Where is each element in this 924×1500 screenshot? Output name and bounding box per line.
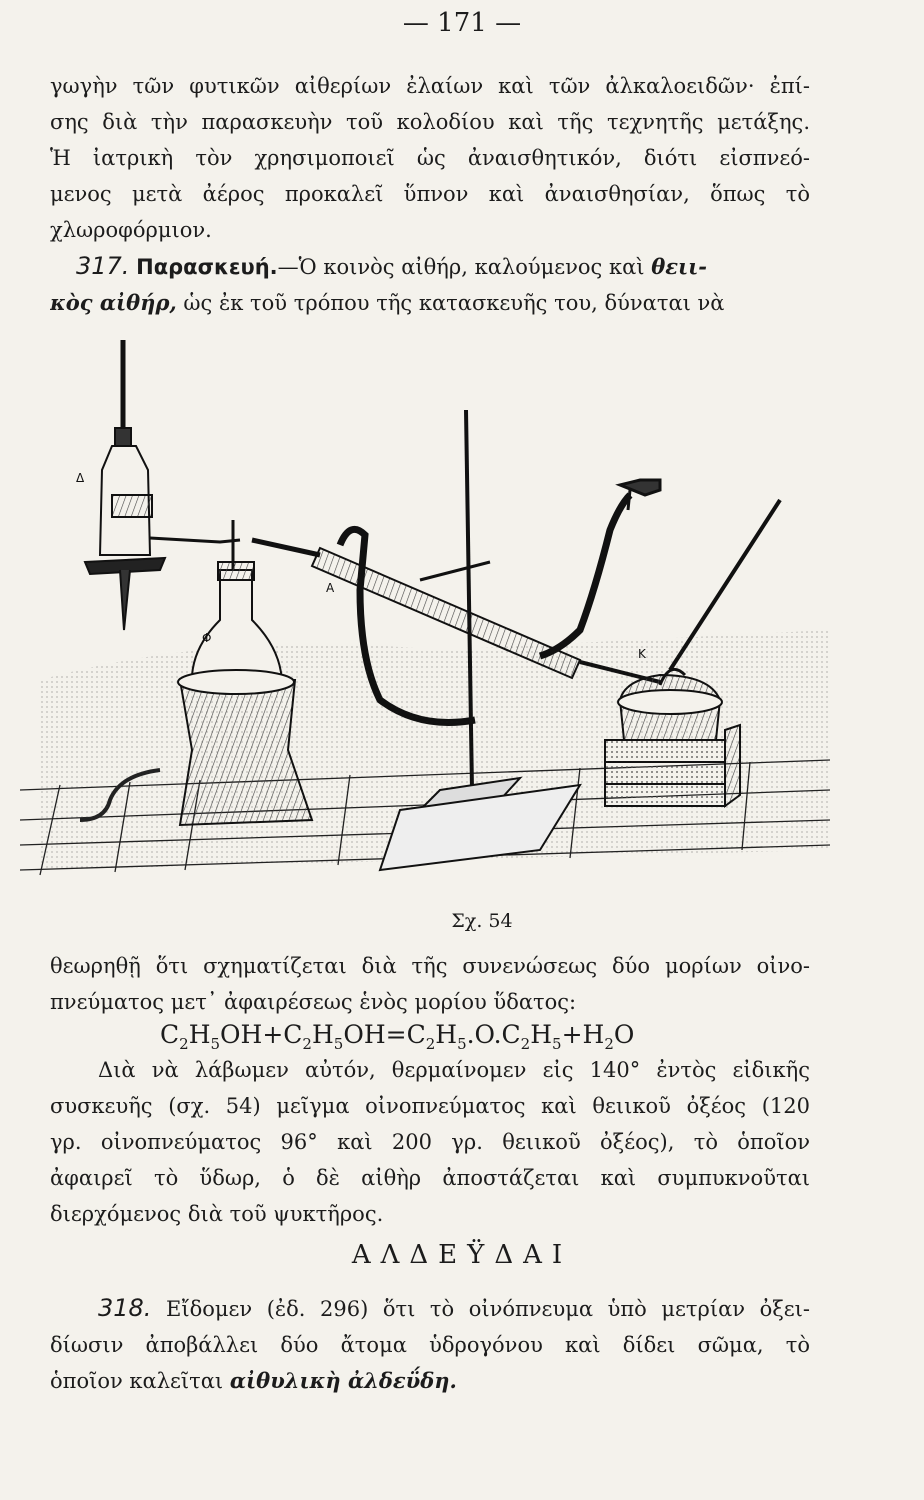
- section-318: [50, 1290, 810, 1399]
- text-line: γρ. οἰνοπνεύματος 96° καὶ 200 γρ. θειικοῦ ὀξέος), τὸ ὁποῖον: [50, 1130, 810, 1154]
- section-317: [50, 248, 810, 321]
- formula-part: .O.C: [466, 1020, 521, 1049]
- chemical-equation: [160, 1020, 634, 1053]
- text-line: θεωρηθῇ ὅτι σχηματίζεται διὰ τῆς συνενώσεως δύο μορίων οἰνο-: [50, 954, 810, 978]
- text-line: ἀφαιρεῖ τὸ ὕδωρ, ὁ δὲ αἰθὴρ ἀποστάζεται καὶ συμπυκνοῦται: [50, 1166, 810, 1190]
- section-text: —Ὁ κοινὸς αἰθήρ, καλούμενος καὶ: [277, 255, 645, 279]
- formula-subscript: 2: [520, 1035, 531, 1053]
- formula-subscript: 2: [604, 1035, 614, 1053]
- text-line: Ἡ ἰατρικὴ τὸν χρησιμοποιεῖ ὡς ἀναισθητικόν, διότι εἰσπνεό-: [50, 146, 810, 170]
- label-a: Α: [326, 581, 335, 595]
- formula-part: +H: [561, 1020, 605, 1049]
- section-text: Εἴδομεν (ἐδ. 296) ὅτι τὸ οἰνόπνευμα ὑπὸ μετρίαν ὀξει-: [166, 1297, 810, 1321]
- section-318-line-1: [50, 1290, 810, 1327]
- text-line: μενος μετὰ ἀέρος προκαλεῖ ὕπνον καὶ ἀναισθησίαν, ὅπως τὸ: [50, 182, 810, 206]
- formula-subscript: 5: [333, 1035, 344, 1053]
- label-delta: Δ: [76, 471, 85, 485]
- paragraph-process: [50, 1052, 810, 1232]
- bold-term: κὸς αἰθήρ,: [50, 290, 177, 315]
- formula-subscript: 5: [552, 1035, 562, 1053]
- formula-part: C: [160, 1020, 180, 1049]
- text-line: Διὰ νὰ λάβωμεν αὐτόν, θερμαίνομεν εἰς 140° ἐντὸς εἰδικῆς: [98, 1058, 810, 1082]
- text-line: χλωροφόρμιον.: [50, 218, 212, 242]
- feed-tube: [150, 538, 240, 542]
- formula-part: OH+C: [220, 1020, 303, 1049]
- formula-part: H: [530, 1020, 553, 1049]
- formula-part: OH=C: [343, 1020, 426, 1049]
- section-317-line-1: [50, 248, 810, 285]
- bold-term: αἰθυλικὴ ἀλδεΰδη.: [229, 1368, 457, 1393]
- paragraph-after-figure: [50, 948, 810, 1020]
- section-318-line-3: [50, 1363, 810, 1399]
- formula-part: H: [311, 1020, 334, 1049]
- text-line: συσκευῆς (σχ. 54) μεῖγμα οἰνοπνεύματος καὶ θειικοῦ ὀξέος (120: [50, 1094, 810, 1118]
- section-text: ὁποῖον καλεῖται: [50, 1369, 224, 1393]
- text-line: πνεύματος μετ᾽ ἀφαιρέσεως ἑνὸς μορίου ὕδατος:: [50, 990, 577, 1014]
- apparatus-illustration: [20, 330, 830, 900]
- text-line: γωγὴν τῶν φυτικῶν αἰθερίων ἐλαίων καὶ τῶν ἀλκαλοειδῶν· ἐπί-: [50, 74, 810, 98]
- page-number: — 171 —: [402, 8, 522, 38]
- formula-part: H: [435, 1020, 458, 1049]
- section-number: 318.: [98, 1294, 152, 1322]
- label-kappa: Κ: [638, 647, 646, 661]
- formula-subscript: 5: [210, 1035, 221, 1053]
- section-text: ὡς ἐκ τοῦ τρόπου τῆς κατασκευῆς του, δύναται νὰ: [183, 291, 725, 315]
- bold-term: θειι-: [651, 254, 708, 279]
- text-line: διερχόμενος διὰ τοῦ ψυκτῆρος.: [50, 1202, 384, 1226]
- chapter-heading: ΑΛΔΕΫΔΑΙ: [351, 1240, 573, 1270]
- text-line: δίωσιν ἀποβάλλει δύο ἄτομα ὑδρογόνου καὶ δίδει σῶμα, τὸ: [50, 1333, 810, 1357]
- section-317-line-2: [50, 285, 810, 321]
- text-line: σης διὰ τὴν παρασκευὴν τοῦ κολοδίου καὶ τῆς τεχνητῆς μετάξης.: [50, 110, 810, 134]
- formula-part: H: [188, 1020, 211, 1049]
- formula-subscript: 2: [302, 1035, 312, 1053]
- label-phi: Φ: [202, 631, 212, 645]
- formula-subscript: 5: [457, 1035, 467, 1053]
- section-title: Παρασκευή.: [136, 255, 278, 279]
- formula-subscript: 2: [179, 1035, 189, 1053]
- section-number: 317.: [76, 252, 130, 280]
- paragraph-top: [50, 68, 810, 248]
- formula-subscript: 2: [425, 1035, 436, 1053]
- figure-caption: Σχ. 54: [451, 910, 513, 932]
- formula-part: O: [613, 1020, 635, 1049]
- dropping-flask: [85, 340, 165, 630]
